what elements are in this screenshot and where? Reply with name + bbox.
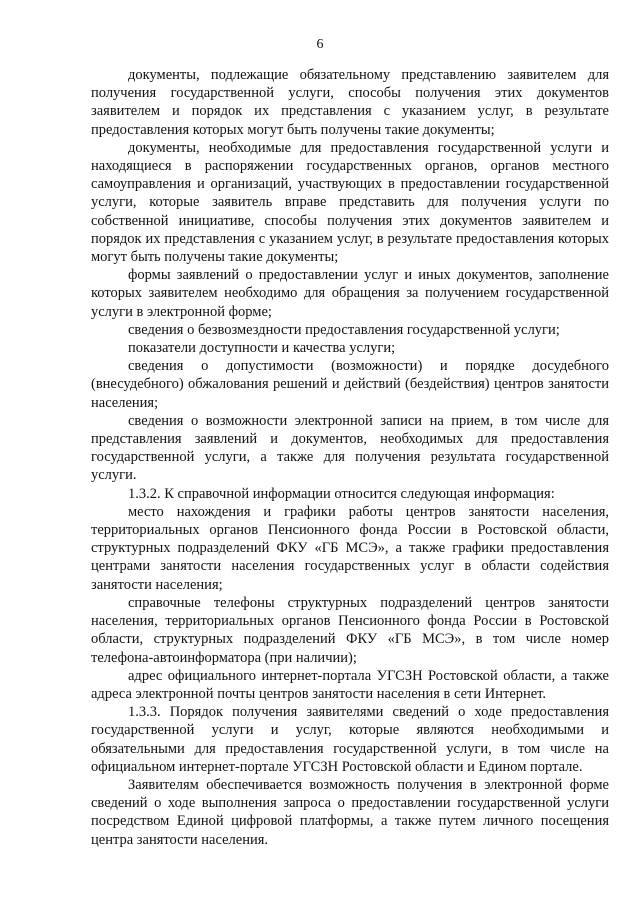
paragraph-application-forms: формы заявлений о предоставлении услуг и иных документов, заполнение которых заявителем необходимо для обращения за получением государственной услуги в электронной форме;: [91, 267, 609, 320]
paragraph-locations-schedules: место нахождения и графики работы центров занятости населения, территориальных органов Пенсионного фонда России в Ростовской области, структурных подразделений ФКУ «ГБ МСЭ», а также графики предоставления центрами занятости населения государственных услуг в области содействия занятости населения;: [91, 503, 609, 593]
paragraph-portal-address: адрес официального интернет-портала УГСЗН Ростовской области, а также адреса электронной почты центров занятости населения в сети Интернет.: [91, 667, 609, 702]
paragraph-required-documents: документы, подлежащие обязательному представлению заявителем для получения государственной услуги, способы получения этих документов заявителем и порядок их представления с указанием услуг, в результате предоставления которых могут быть получены такие документы;: [91, 67, 609, 138]
paragraph-appeal-procedure: сведения о допустимости (возможности) и порядке досудебного (внесудебного) обжалования решений и действий (бездействия) центров занятости населения;: [91, 358, 609, 411]
paragraph-quality-indicators: показатели доступности и качества услуги;: [128, 340, 396, 357]
paragraph-electronic-appointment: сведения о возможности электронной записи на прием, в том числе для представления заявлений и документов, необходимых для предоставления государственной услуги, а также для получения результата государственной услуги.: [91, 412, 609, 484]
page-number: 6: [316, 37, 324, 52]
paragraph-available-documents: документы, необходимые для предоставления государственной услуги и находящиеся в распоряжении государственных органов, органов местного самоуправления и организаций, участвующих в предоставлении государственной услуги, которые заявитель вправе представить для получения услуги по собственной инициативе, способы получения этих документов заявителем и порядок их представления с указанием услуг, в результате предоставления которых могут быть получены такие документы;: [91, 139, 609, 266]
section-1-3-2-heading: 1.3.2. К справочной информации относится следующая информация:: [128, 485, 555, 502]
paragraph-reference-phones: справочные телефоны структурных подразделений центров занятости населения, территориальных органов Пенсионного фонда России в Ростовской области, структурных подразделений ФКУ «ГБ МСЭ», в том числе номер телефона-автоинформатора (при наличии);: [91, 594, 609, 666]
paragraph-free-of-charge: сведения о безвозмездности предоставления государственной услуги;: [128, 321, 560, 338]
document-body: [91, 66, 609, 849]
section-1-3-3-paragraph: 1.3.3. Порядок получения заявителями сведений о ходе предоставления государственной услуги и услуг, которые являются необходимыми и обязательными для предоставления государственной услуги, в том числе на официальном интернет-портале УГСЗН Ростовской области и Едином портале.: [91, 704, 609, 775]
paragraph-electronic-status: Заявителям обеспечивается возможность получения в электронной форме сведений о ходе выполнения запроса о предоставлении государственной услуги посредством Единой цифровой платформы, а также путем личного посещения центра занятости населения.: [91, 776, 609, 848]
